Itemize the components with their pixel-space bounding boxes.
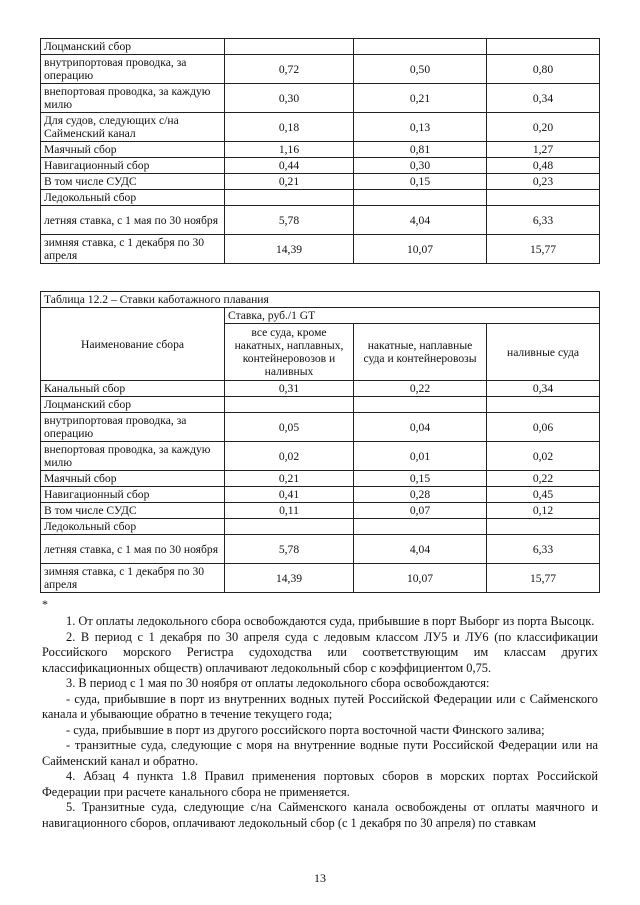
rate-value xyxy=(225,397,354,413)
note-1: 1. От оплаты ледокольного сбора освобождаются суда, прибывшие в порт Выборг из порта Высоцк. xyxy=(66,614,595,628)
rate-value: 0,02 xyxy=(225,442,354,471)
rate-value: 0,44 xyxy=(225,158,354,174)
rate-value: 1,16 xyxy=(225,142,354,158)
rate-value: 0,21 xyxy=(225,471,354,487)
fee-name: Маячный сбор xyxy=(41,471,225,487)
rate-value: 0,41 xyxy=(225,487,354,503)
rate-value: 0,01 xyxy=(354,442,487,471)
rate-value xyxy=(354,519,487,535)
rate-value: 0,22 xyxy=(354,381,487,397)
table-title-row xyxy=(41,292,600,308)
rate-value: 6,33 xyxy=(487,535,600,564)
column-header-tankers: наливные суда xyxy=(487,324,600,381)
rate-value xyxy=(487,397,600,413)
rate-value: 0,30 xyxy=(225,84,354,113)
rate-value: 4,04 xyxy=(354,535,487,564)
fee-name: внепортовая проводка, за каждую милю xyxy=(41,442,225,471)
table-row xyxy=(41,397,600,413)
table-row xyxy=(41,413,600,442)
fee-name: Маячный сбор xyxy=(41,142,225,158)
rate-value: 0,31 xyxy=(225,381,354,397)
fee-name: В том числе СУДС xyxy=(41,174,225,190)
column-header-all-vessels: все суда, кроме накатных, наплавных, контейнеровозов и наливных xyxy=(225,324,354,381)
footnotes xyxy=(42,614,598,831)
rate-value: 0,13 xyxy=(354,113,487,142)
fee-name: В том числе СУДС xyxy=(41,503,225,519)
rate-value: 0,15 xyxy=(354,471,487,487)
rate-value: 0,06 xyxy=(487,413,600,442)
table-row xyxy=(41,84,600,113)
fee-name: Навигационный сбор xyxy=(41,158,225,174)
note-3-item-1: - суда, прибывшие в порт из внутренних водных путей Российской Федерации или с Сайменского канала и убывающие обратно в течение текущего года; xyxy=(42,691,598,721)
fee-name: Для судов, следующих с/на Сайменский канал xyxy=(41,113,225,142)
rate-value xyxy=(487,519,600,535)
rate-value: 0,12 xyxy=(487,503,600,519)
rate-value: 0,21 xyxy=(225,174,354,190)
table-row xyxy=(41,519,600,535)
table-title: Таблица 12.2 – Ставки каботажного плавания xyxy=(41,292,600,308)
footnote-mark: * xyxy=(42,597,48,611)
table-row xyxy=(41,39,600,55)
fee-name: летняя ставка, с 1 мая по 30 ноября xyxy=(41,206,225,235)
rate-value: 0,72 xyxy=(225,55,354,84)
table-row xyxy=(41,174,600,190)
rate-value: 0,50 xyxy=(354,55,487,84)
note-3-item-3: - транзитные суда, следующие с моря на внутренние водные пути Российской Федерации или на Сайменский канал и обратно. xyxy=(42,738,598,768)
column-header-roro-container: накатные, наплавные суда и контейнеровозы xyxy=(354,324,487,381)
rate-value: 0,80 xyxy=(487,55,600,84)
table-row xyxy=(41,564,600,593)
table-row xyxy=(41,235,600,264)
note-3: 3. В период с 1 мая по 30 ноября от оплаты ледокольного сбора освобождаются: xyxy=(66,676,490,690)
rate-value: 0,21 xyxy=(354,84,487,113)
fee-name: Ледокольный сбор xyxy=(41,519,225,535)
rate-value: 14,39 xyxy=(225,564,354,593)
rate-value: 5,78 xyxy=(225,535,354,564)
note-5: 5. Транзитные суда, следующие с/на Сайменского канала освобождены от оплаты маячного и навигационного сборов, оплачивают ледокольный сбор (с 1 декабря по 30 апреля) по ставкам xyxy=(42,800,598,830)
rate-value: 0,30 xyxy=(354,158,487,174)
table-row xyxy=(41,535,600,564)
rate-value: 10,07 xyxy=(354,564,487,593)
fee-name: зимняя ставка, с 1 декабря по 30 апреля xyxy=(41,564,225,593)
table-row xyxy=(41,158,600,174)
rate-value: 0,45 xyxy=(487,487,600,503)
rate-value: 0,07 xyxy=(354,503,487,519)
table-row xyxy=(41,471,600,487)
fee-name: летняя ставка, с 1 мая по 30 ноября xyxy=(41,535,225,564)
fee-name: Ледокольный сбор xyxy=(41,190,225,206)
rate-value: 0,48 xyxy=(487,158,600,174)
rate-value: 0,04 xyxy=(354,413,487,442)
table-row xyxy=(41,442,600,471)
rate-value: 15,77 xyxy=(487,235,600,264)
fee-name: Канальный сбор xyxy=(41,381,225,397)
rate-value: 6,33 xyxy=(487,206,600,235)
page-number: 13 xyxy=(314,871,326,885)
fee-name: внутрипортовая проводка, за операцию xyxy=(41,55,225,84)
table-row xyxy=(41,381,600,397)
rate-value: 1,27 xyxy=(487,142,600,158)
rate-value: 0,15 xyxy=(354,174,487,190)
rate-value: 0,18 xyxy=(225,113,354,142)
table-row xyxy=(41,113,600,142)
fee-name: внутрипортовая проводка, за операцию xyxy=(41,413,225,442)
rate-value xyxy=(225,190,354,206)
table-row xyxy=(41,55,600,84)
table-header-row xyxy=(41,308,600,324)
rates-table-continued xyxy=(40,38,600,264)
note-2: 2. В период с 1 декабря по 30 апреля суда с ледовым классом ЛУ5 и ЛУ6 (по классификации Российского морского Регистра судоходства или соответствующим им классам других классификационных обществ) оплачивают ледокольный сбор с коэффициентом 0,75. xyxy=(42,629,598,675)
rate-value xyxy=(354,39,487,55)
rate-value: 0,05 xyxy=(225,413,354,442)
rate-value xyxy=(225,39,354,55)
fee-name: зимняя ставка, с 1 декабря по 30 апреля xyxy=(41,235,225,264)
rate-value: 5,78 xyxy=(225,206,354,235)
fee-name: Лоцманский сбор xyxy=(41,39,225,55)
table-row xyxy=(41,190,600,206)
note-4: 4. Абзац 4 пункта 1.8 Правил применения портовых сборов в морских портах Российской Федерации при расчете канального сбора не применяется. xyxy=(42,769,598,799)
fee-name: Лоцманский сбор xyxy=(41,397,225,413)
rate-unit-header: Ставка, руб./1 GT xyxy=(225,308,600,324)
rate-value: 0,81 xyxy=(354,142,487,158)
rate-value xyxy=(487,39,600,55)
table-row xyxy=(41,503,600,519)
table-row xyxy=(41,206,600,235)
rate-value: 0,28 xyxy=(354,487,487,503)
rate-value xyxy=(487,190,600,206)
rate-value: 0,22 xyxy=(487,471,600,487)
rate-value: 15,77 xyxy=(487,564,600,593)
note-3-item-2: - суда, прибывшие в порт из другого российского порта восточной части Финского залива; xyxy=(66,722,545,737)
table-row xyxy=(41,487,600,503)
table-row xyxy=(41,142,600,158)
rate-value: 0,11 xyxy=(225,503,354,519)
rate-value: 0,02 xyxy=(487,442,600,471)
rate-value: 0,34 xyxy=(487,84,600,113)
cabotage-rates-table xyxy=(40,291,600,593)
rate-value: 0,20 xyxy=(487,113,600,142)
fee-name: Навигационный сбор xyxy=(41,487,225,503)
rate-value: 0,23 xyxy=(487,174,600,190)
column-header-fee-name: Наименование сбора xyxy=(41,308,225,381)
rate-value xyxy=(354,397,487,413)
rate-value xyxy=(354,190,487,206)
rate-value: 14,39 xyxy=(225,235,354,264)
rate-value xyxy=(225,519,354,535)
fee-name: внепортовая проводка, за каждую милю xyxy=(41,84,225,113)
rate-value: 0,34 xyxy=(487,381,600,397)
rate-value: 4,04 xyxy=(354,206,487,235)
rate-value: 10,07 xyxy=(354,235,487,264)
